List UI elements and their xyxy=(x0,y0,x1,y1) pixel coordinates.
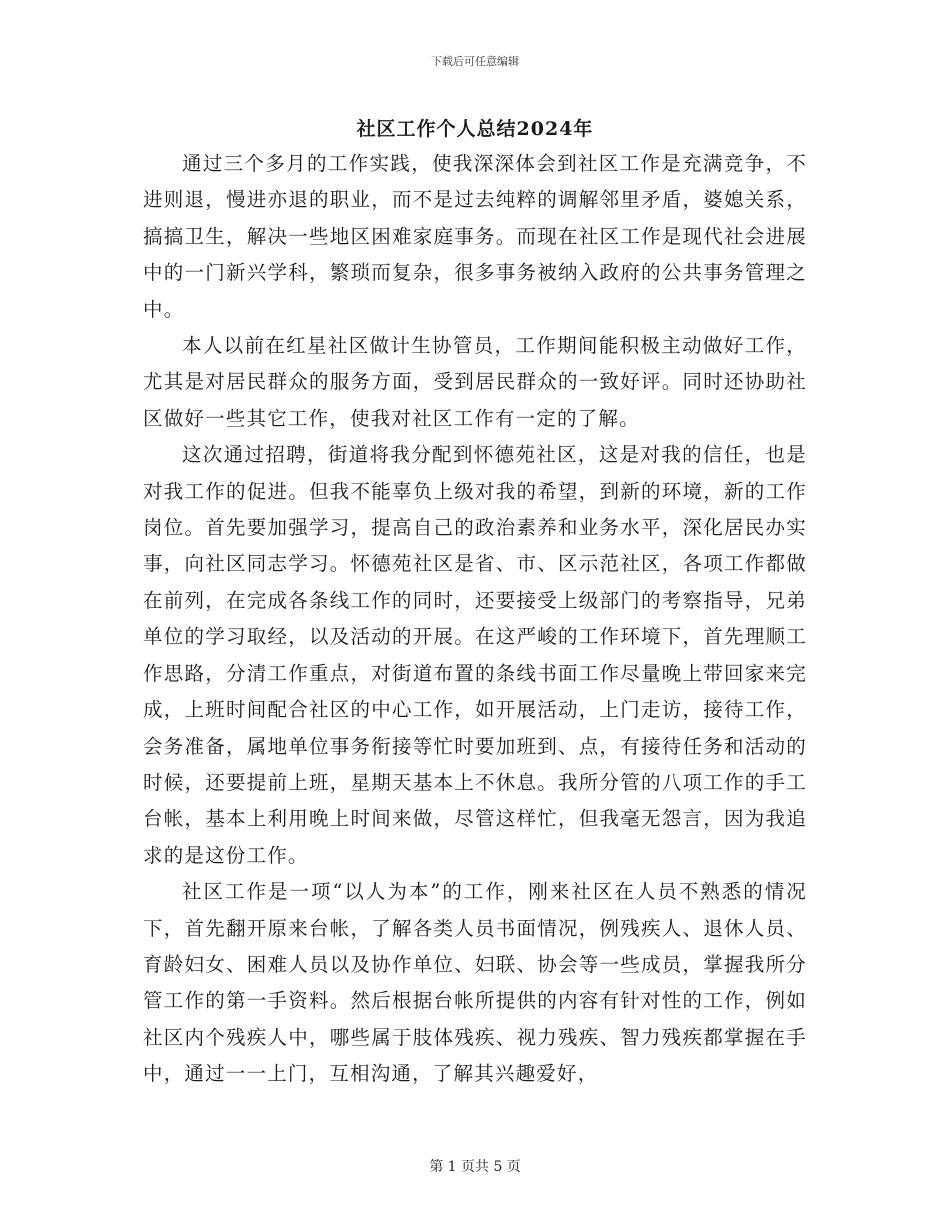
page-header: 下载后可任意编辑 xyxy=(431,55,519,68)
paragraph: 本人以前在红星社区做计生协管员，工作期间能积极主动做好工作，尤其是对居民群众的服务方面，受到居民群众的一致好评。同时还协助社区做好一些其它工作，使我对社区工作有一定的了解。 xyxy=(143,334,807,430)
page-footer: 第 1 页共 5 页 xyxy=(429,1159,521,1175)
paragraph: 这次通过招聘，街道将我分配到怀德苑社区，这是对我的信任，也是对我工作的促进。但我不能辜负上级对我的希望，到新的环境，新的工作岗位。首先要加强学习，提高自己的政治素养和业务水平，深化居民办实事，向社区同志学习。怀德苑社区是省、市、区示范社区，各项工作都做在前列，在完成各条线工作的同时，还要接受上级部门的考察指导，兄弟单位的学习取经，以及活动的开展。在这严峻的工作环境下，首先理顺工作思路，分清工作重点，对街道布置的条线书面工作尽量晚上带回家来完成，上班时间配合社区的中心工作，如开展活动，上门走访，接待工作，会务准备，属地单位事务衔接等忙时要加班到、点，有接待任务和活动的时候，还要提前上班，星期天基本上不休息。我所分管的八项工作的手工台帐，基本上利用晚上时间来做，尽管这样忙，但我毫无怨言，因为我追求的是这份工作。 xyxy=(143,443,807,867)
paragraph: 通过三个多月的工作实践，使我深深体会到社区工作是充满竞争，不进则退，慢进亦退的职业，而不是过去纯粹的调解邻里矛盾，婆媳关系，搞搞卫生，解决一些地区困难家庭事务。而现在社区工作是现代社会进展中的一门新兴学科，繁琐而复杂，很多事务被纳入政府的公共事务管理之中。 xyxy=(143,152,807,321)
document-body xyxy=(143,146,807,1093)
paragraph: 社区工作是一项“以人为本”的工作，刚来社区在人员不熟悉的情况下，首先翻开原来台帐，了解各类人员书面情况，例残疾人、退休人员、育龄妇女、困难人员以及协作单位、妇联、协会等一些成员，掌握我所分管工作的第一手资料。然后根据台帐所提供的内容有针对性的工作，例如社区内个残疾人中，哪些属于肢体残疾、视力残疾、智力残疾都掌握在手中，通过一一上门，互相沟通，了解其兴趣爱好， xyxy=(143,880,807,1086)
document-title: 社区工作个人总结2024年 xyxy=(356,118,594,140)
